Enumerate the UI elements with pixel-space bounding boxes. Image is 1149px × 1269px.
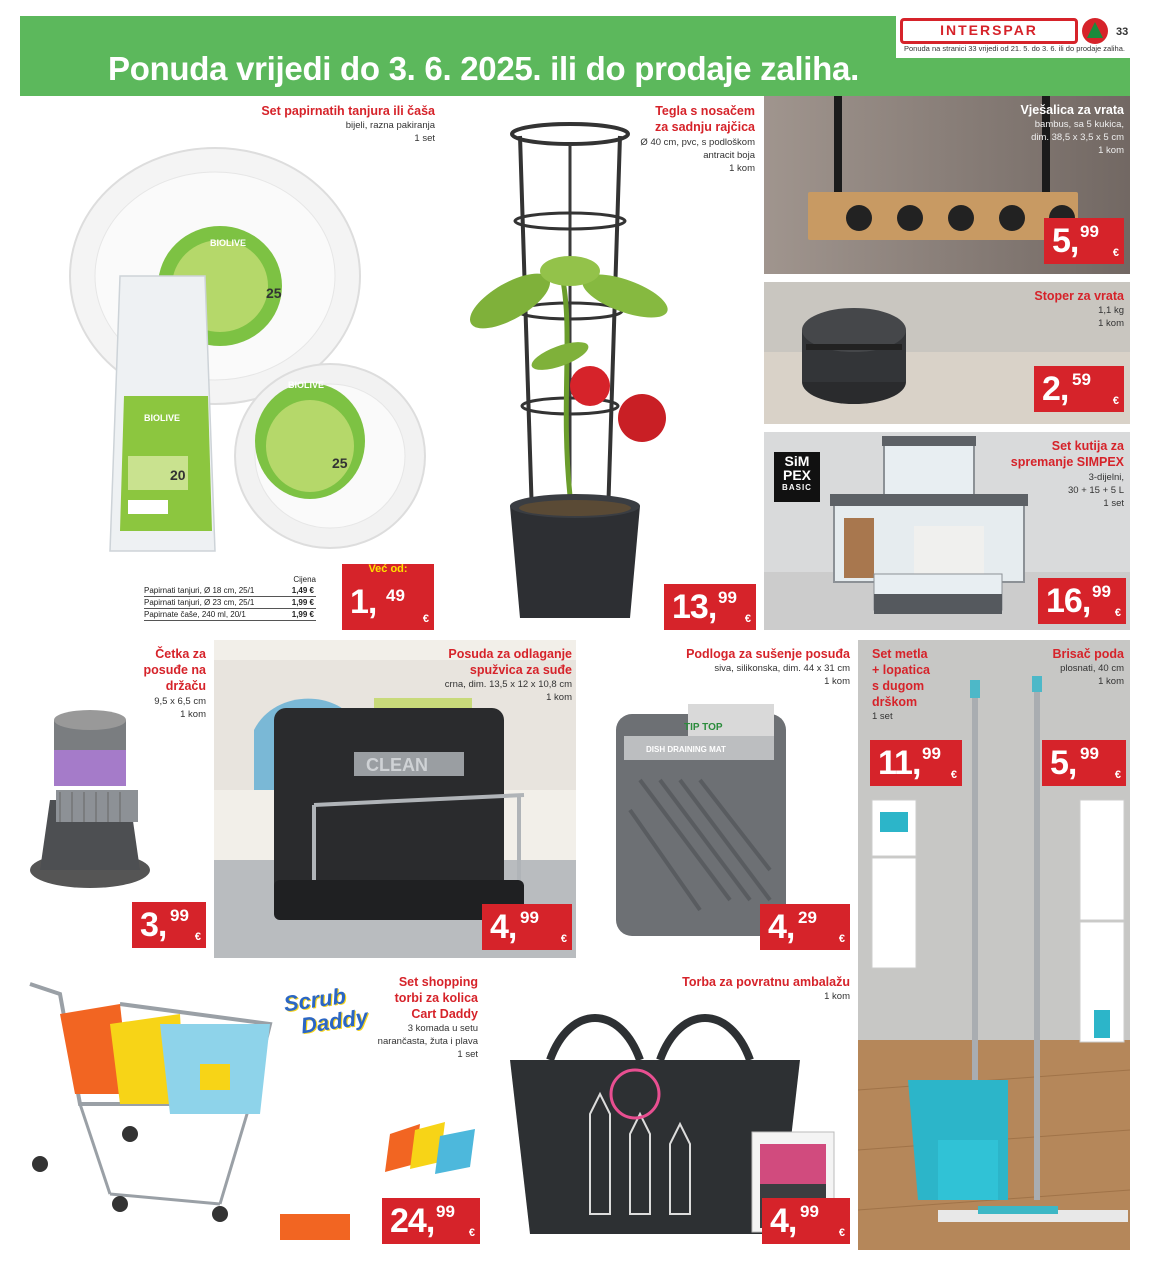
stopper-price-tag: 2, 59 € (1034, 366, 1124, 412)
svg-text:BIOLIVE: BIOLIVE (144, 413, 181, 423)
tomato-title: Tegla s nosačem za sadnju rajčica (654, 104, 755, 134)
product-cart-bags[interactable] (20, 964, 484, 1250)
product-sponge-holder[interactable] (214, 640, 576, 958)
mat-price-tag: 4, 29 € (760, 904, 850, 950)
offer-validity-text: Ponuda vrijedi do 3. 6. 2025. ili do prodaje zaliha. (108, 50, 859, 87)
plates-title: Set papirnatih tanjura ili čaša (261, 104, 435, 118)
mop-desc: plosnati, 40 cm 1 kom (1060, 663, 1124, 687)
stopper-title: Stoper za vrata (1034, 289, 1124, 303)
cart-desc: 3 komada u setu narančasta, žuta i plava 1 set (377, 1023, 478, 1060)
price-table-header: Cijena (293, 575, 316, 584)
svg-text:DISH DRAINING MAT: DISH DRAINING MAT (646, 745, 726, 754)
svg-text:BIOLIVE: BIOLIVE (210, 238, 247, 248)
product-dish-brush[interactable] (20, 640, 210, 958)
tomato-desc: Ø 40 cm, pvc, s podloškom antracit boja 1 kom (640, 137, 755, 174)
mat-desc: siva, silikonska, dim. 44 x 31 cm 1 kom (714, 663, 850, 687)
offer-banner (20, 16, 896, 96)
svg-text:25: 25 (332, 455, 348, 471)
hanger-price-tag: 5, 99 € (1044, 218, 1124, 264)
bag-title: Torba za povratnu ambalažu (682, 975, 850, 989)
product-door-stopper[interactable] (764, 282, 1130, 424)
brush-price-tag: 3, 99 € (132, 902, 206, 948)
hanger-title: Vješalica za vrata (1020, 103, 1124, 117)
table-row: Papirnate čaše, 240 ml, 20/1 1,99 € (144, 610, 314, 619)
spar-tree-icon (1082, 18, 1108, 44)
sponge-price-tag: 4, 99 € (482, 904, 572, 950)
product-return-bag[interactable] (490, 964, 854, 1250)
broom-desc: 1 set (872, 711, 893, 722)
price-from-label: Već od: (368, 563, 408, 575)
product-door-hanger[interactable] (764, 96, 1130, 274)
svg-text:20: 20 (170, 467, 186, 483)
cart-price-tag: 24, 99 € (382, 1198, 480, 1244)
plates-price-tag: Već od: 1, 49 € (342, 564, 434, 630)
broom-title: Set metla + lopatica s dugom drškom (872, 647, 931, 709)
brush-desc: 9,5 x 6,5 cm 1 kom (154, 696, 206, 720)
bag-desc: 1 kom (824, 991, 850, 1002)
mat-title: Podloga za sušenje posuđa (686, 647, 850, 661)
plates-desc: bijeli, razna pakiranja 1 set (345, 120, 435, 144)
product-plates[interactable] (20, 96, 440, 634)
boxes-desc: 3-dijelni, 30 + 15 + 5 L 1 set (1068, 472, 1124, 509)
tomato-price-tag: 13, 99 € (664, 584, 756, 630)
svg-text:TIP TOP: TIP TOP (684, 722, 723, 733)
interspar-logo (900, 16, 1110, 66)
svg-text:25: 25 (266, 285, 282, 301)
broom-mop-image (858, 640, 1130, 1250)
svg-text:CLEAN: CLEAN (366, 755, 428, 775)
scrub-daddy-logo: Scrub Daddy (282, 983, 370, 1039)
page-number: 33 (1116, 26, 1129, 38)
boxes-title: Set kutija za spremanje SIMPEX (1010, 439, 1124, 469)
plates-image (20, 96, 440, 634)
offer-note: Ponuda na stranici 33 vrijedi od 21. 5. do 3. 6. ili do prodaje zaliha. (904, 44, 1125, 53)
mop-title: Brisač poda (1052, 647, 1124, 661)
brush-title: Četka za posuđe na držaču (143, 647, 206, 693)
sponge-desc: crna, dim. 13,5 x 12 x 10,8 cm 1 kom (444, 679, 572, 703)
product-broom-and-mop[interactable] (858, 640, 1130, 1250)
product-drying-mat[interactable] (580, 640, 854, 958)
table-row: Papirnati tanjuri, Ø 23 cm, 25/1 1,99 € (144, 598, 314, 607)
mop-price-tag: 5, 99 € (1042, 740, 1126, 786)
broom-price-tag: 11, 99 € (870, 740, 962, 786)
product-tomato-pot[interactable] (440, 96, 760, 634)
brand-name: INTERSPAR (940, 22, 1038, 38)
svg-text:BIOLIVE: BIOLIVE (288, 380, 325, 390)
bag-price-tag: 4, 99 € (762, 1198, 850, 1244)
hanger-desc: bambus, sa 5 kukica, dim. 38,5 x 3,5 x 5 cm 1 kom (1031, 119, 1124, 156)
table-row: Papirnati tanjuri, Ø 18 cm, 25/1 1,49 € (144, 586, 314, 595)
simpex-logo: SiM PEX BASIC (774, 452, 820, 502)
stopper-desc: 1,1 kg 1 kom (1098, 305, 1124, 329)
product-storage-boxes[interactable] (764, 432, 1130, 630)
boxes-price-tag: 16, 99 € (1038, 578, 1126, 624)
sponge-title: Posuda za odlaganje spužvica za suđe (448, 647, 572, 677)
tomato-pot-image (440, 96, 760, 634)
cart-title: Set shopping torbi za kolica Cart Daddy (394, 975, 478, 1021)
price-table (144, 574, 316, 621)
